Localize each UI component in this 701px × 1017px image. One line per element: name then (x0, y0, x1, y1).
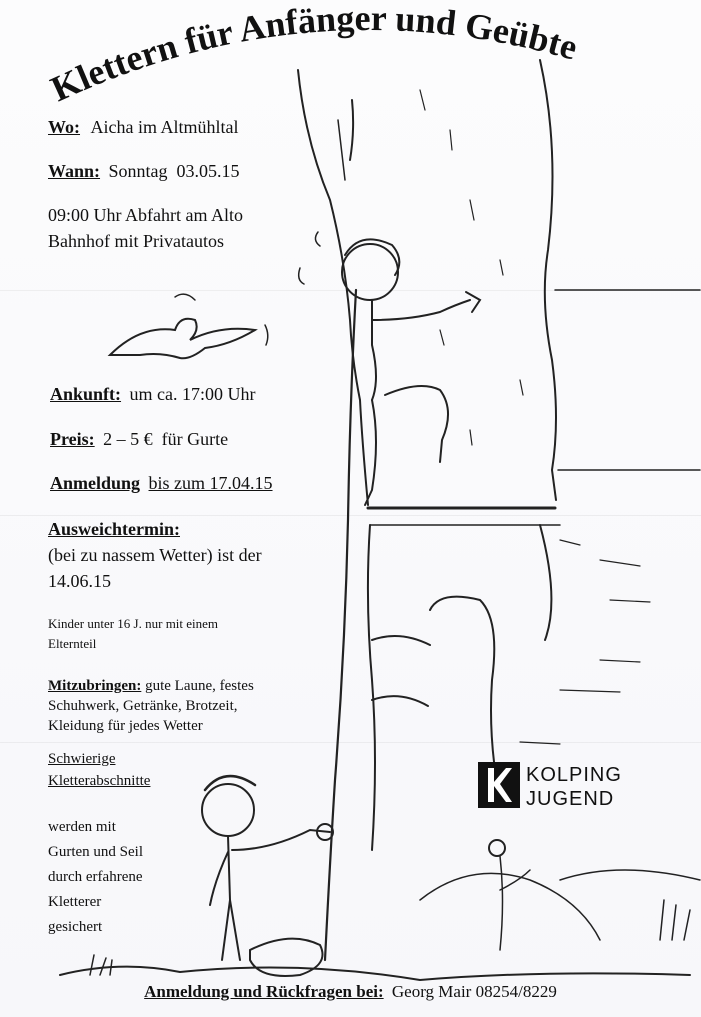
preis-label: Preis: (50, 429, 95, 449)
preis-value: 2 – 5 € für Gurte (103, 429, 229, 449)
paper-fold (0, 742, 701, 743)
ankunft-value: um ca. 17:00 Uhr (129, 384, 256, 404)
anmeldung-value: bis zum 17.04.15 (148, 473, 273, 493)
kinder-line2: Elternteil (48, 636, 97, 651)
schwierig-line2: Kletterabschnitte (48, 773, 151, 789)
anmeldung-line (50, 470, 273, 496)
schwierig-line5: durch erfahrene (48, 869, 143, 885)
footer-value: Georg Mair 08254/8229 (391, 982, 557, 1001)
kinder-line1: Kinder unter 16 J. nur mit einem (48, 616, 219, 631)
ausweich-label: Ausweichtermin: (48, 519, 180, 539)
footer-contact (0, 982, 701, 1002)
kinder-block (48, 614, 218, 654)
wo-value: Aicha im Altmühltal (90, 117, 239, 137)
mitbringen-line2: Schuhwerk, Getränke, Brotzeit, (48, 698, 238, 714)
mitbringen-label: Mitzubringen: (48, 678, 142, 694)
schwierig-block (48, 748, 150, 792)
page-title: Klettern für Anfänger und Geübte (44, 0, 582, 110)
ausweich-line1: (bei zu nassem Wetter) ist der (48, 545, 262, 565)
schwierig-line3: werden mit (48, 819, 116, 835)
kolping-k-icon (478, 762, 520, 808)
wann-label: Wann: (48, 161, 101, 181)
abfahrt-line1: 09:00 Uhr Abfahrt am Alto (48, 205, 243, 225)
schwierig-line7: gesichert (48, 919, 103, 935)
abfahrt-block (48, 202, 243, 254)
mitbringen-line1: gute Laune, festes (145, 678, 254, 694)
mitbringen-line3: Kleidung für jedes Wetter (48, 718, 203, 734)
logo-line1: KOLPING (526, 764, 622, 786)
mitbringen-block (48, 676, 254, 736)
wo-label: Wo: (48, 117, 81, 137)
schwierig-line4: Gurten und Seil (48, 844, 143, 860)
ausweich-line2: 14.06.15 (48, 571, 111, 591)
schwierig-detail (48, 815, 143, 940)
logo-line2: JUGEND (526, 788, 615, 810)
paper-fold (0, 290, 701, 291)
ausweich-block (48, 516, 262, 594)
anmeldung-label: Anmeldung (50, 473, 141, 493)
footer-label: Anmeldung und Rückfragen bei: (144, 982, 384, 1001)
wo-line (48, 114, 239, 140)
preis-line (50, 426, 228, 452)
ankunft-line (50, 381, 256, 407)
wann-line (48, 158, 240, 184)
title-arc (0, 0, 701, 120)
wann-value: Sonntag 03.05.15 (108, 161, 240, 181)
kolping-jugend-logo (478, 762, 648, 822)
abfahrt-line2: Bahnhof mit Privatautos (48, 231, 224, 251)
schwierig-line1: Schwierige (48, 751, 116, 767)
schwierig-line6: Kletterer (48, 894, 102, 910)
ankunft-label: Ankunft: (50, 384, 122, 404)
